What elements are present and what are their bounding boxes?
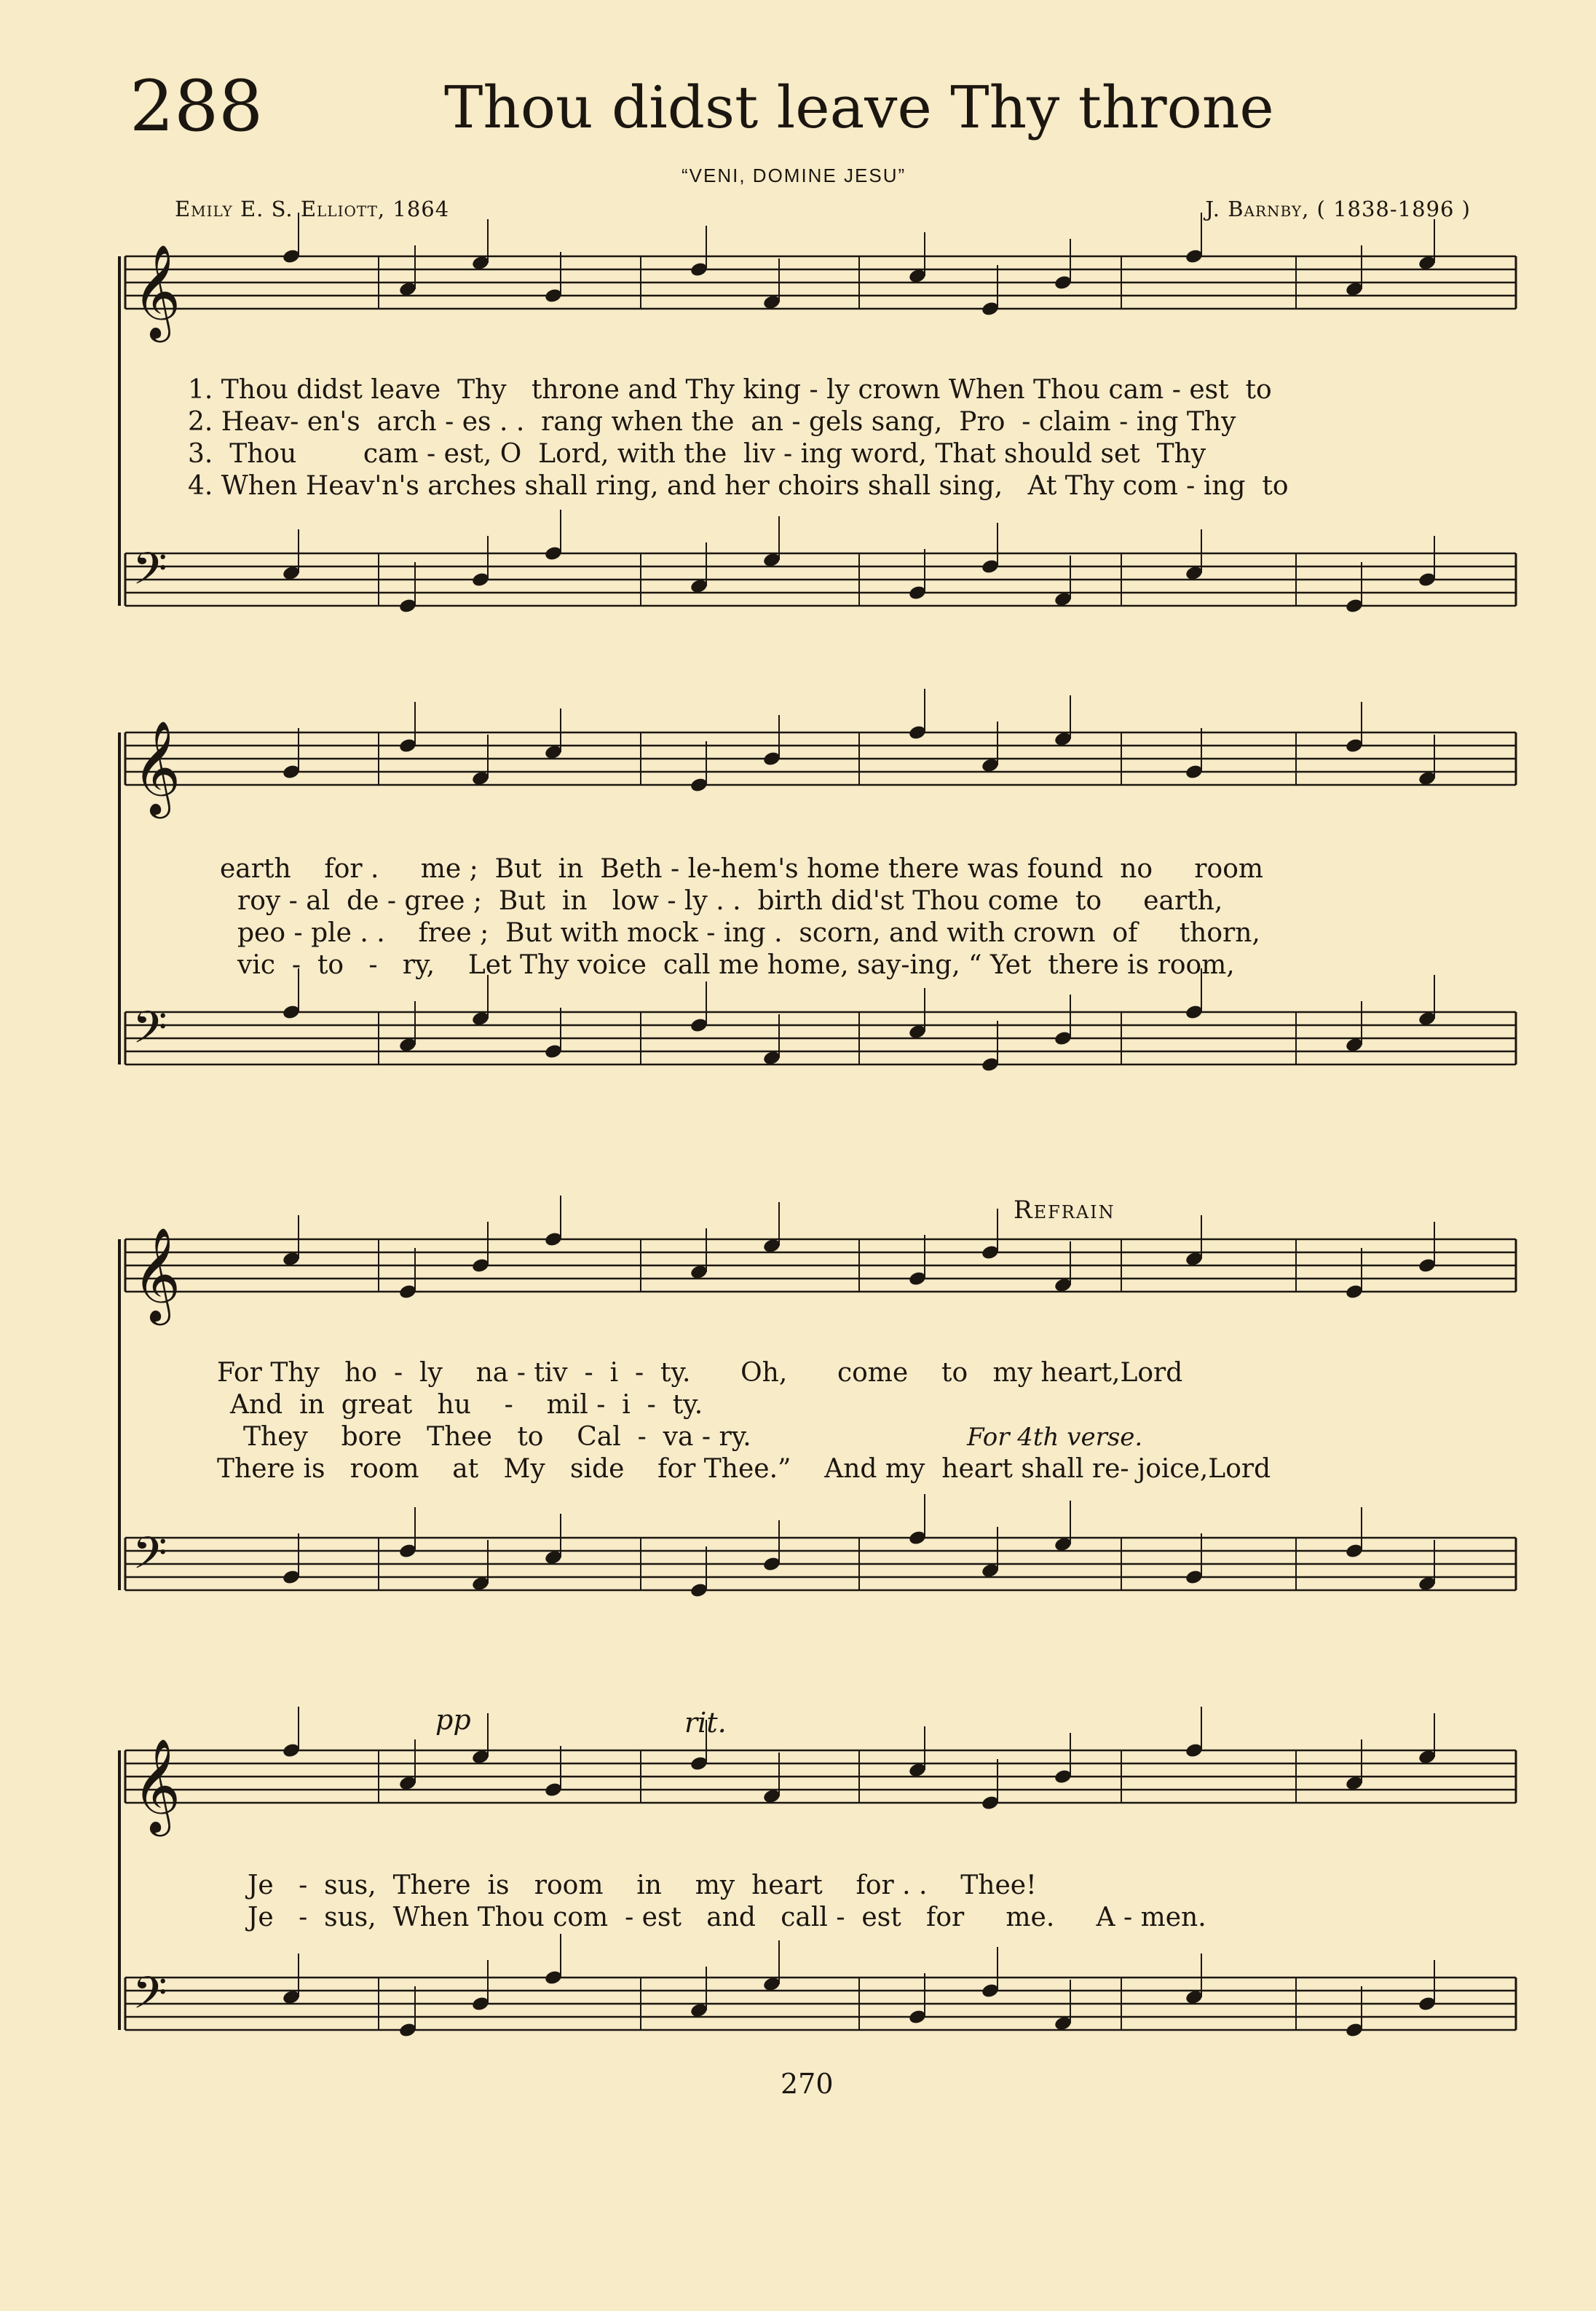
page-number: 270 bbox=[781, 2068, 834, 2100]
verse3-line2-lyric: peo - ple . . free ; But with mock - ing . scorn, and with crown of thorn, bbox=[237, 918, 1260, 948]
bass-clef-icon: 𝄢 bbox=[133, 1002, 167, 1064]
staff-lines bbox=[119, 256, 1516, 2030]
dynamic-marking: pp bbox=[435, 1704, 471, 1736]
verse1-line2-lyric: earth for . me ; But in Beth - le-hem's home there was found no room bbox=[220, 854, 1264, 884]
verse1-line1-lyric: 1. Thou didst leave Thy throne and Thy king - ly crown When Thou cam - est to bbox=[188, 375, 1272, 405]
clef-icons bbox=[133, 244, 181, 2030]
verse4-line1-lyric: 4. When Heav'n's arches shall ring, and her choirs shall sing, At Thy com - ing to bbox=[188, 471, 1289, 501]
hymn-number: 288 bbox=[130, 66, 264, 147]
tune-name: “VENI, DOMINE JESU” bbox=[682, 165, 906, 186]
tempo-marking: rit. bbox=[684, 1707, 727, 1739]
verse4-refrain-note: For 4th verse. bbox=[967, 1423, 1143, 1452]
bass-clef-icon: 𝄢 bbox=[133, 543, 167, 606]
hymn-title: Thou didst leave Thy throne bbox=[444, 74, 1274, 141]
author-credit: Emily E. S. Elliott, 1864 bbox=[175, 197, 450, 221]
treble-clef-icon: 𝄞 bbox=[133, 244, 181, 339]
verse2-line2-lyric: roy - al de - gree ; But in low - ly . . birth did'st Thou come to earth, bbox=[237, 886, 1223, 916]
verse4-line3-lyric: There is room at My side for Thee.” And my heart shall re- joice,Lord bbox=[217, 1454, 1271, 1484]
refrain-label: Refrain bbox=[1014, 1196, 1115, 1225]
verse2-line3-lyric: And in great hu - mil - i - ty. bbox=[230, 1390, 703, 1420]
bass-clef-icon: 𝄢 bbox=[133, 1528, 167, 1590]
verse3-line3-lyric: They bore Thee to Cal - va - ry. bbox=[243, 1422, 751, 1452]
treble-clef-icon: 𝄞 bbox=[133, 720, 181, 815]
bass-clef-icon: 𝄢 bbox=[133, 1967, 167, 2030]
composer-credit: J. Barnby, ( 1838-1896 ) bbox=[1205, 197, 1471, 221]
verse1-line3-lyric: For Thy ho - ly na - tiv - i - ty. Oh, come to my heart,Lord bbox=[217, 1358, 1183, 1388]
treble-clef-icon: 𝄞 bbox=[133, 1227, 181, 1322]
verse3-line1-lyric: 3. Thou cam - est, O Lord, with the liv - ing word, That should set Thy bbox=[188, 439, 1206, 469]
verse4-line2-lyric: vic - to - ry, Let Thy voice call me home, say-ing, “ Yet there is room, bbox=[237, 950, 1235, 980]
verse2-line1-lyric: 2. Heav- en's arch - es . . rang when the an - gels sang, Pro - claim - ing Thy bbox=[188, 407, 1236, 437]
refrain-line1-lyric: Je - sus, There is room in my heart for . . Thee! bbox=[248, 1870, 1037, 1900]
refrain-line2-lyric: Je - sus, When Thou com - est and call - est for me. A - men. bbox=[248, 1903, 1206, 1932]
treble-clef-icon: 𝄞 bbox=[133, 1738, 181, 1833]
